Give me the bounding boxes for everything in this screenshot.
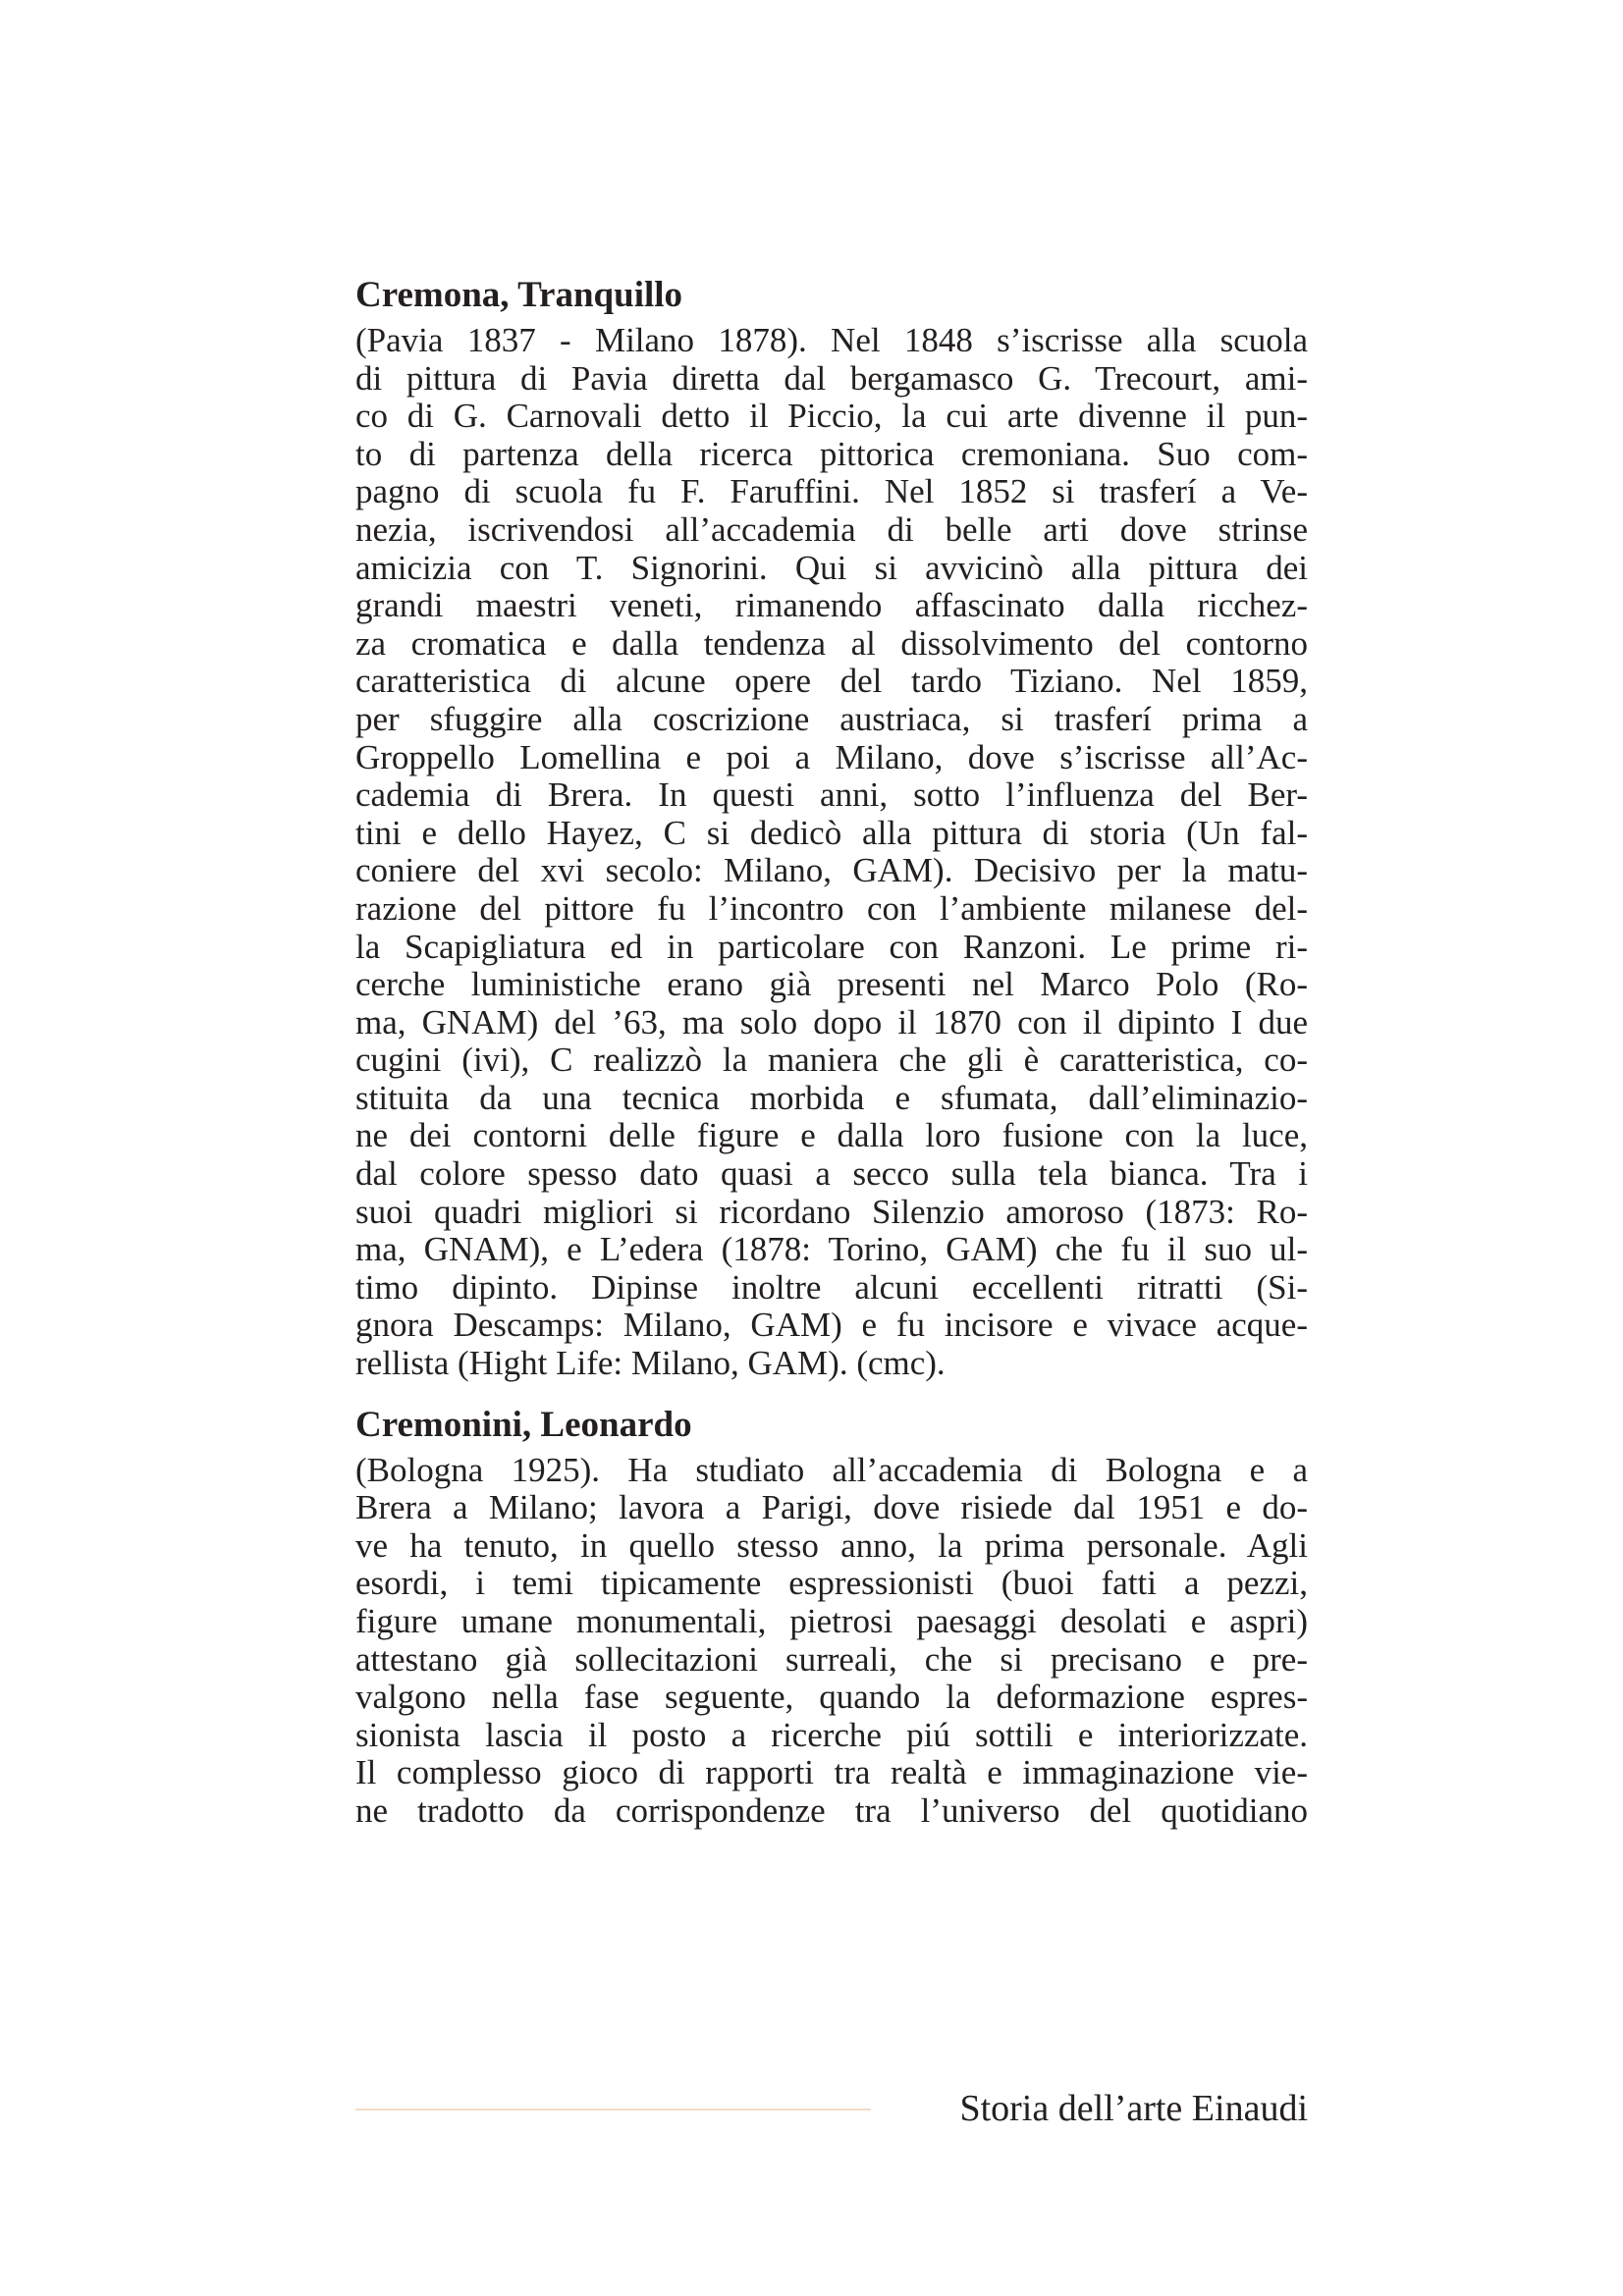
text-line: (Bologna 1925). Ha studiato all’accademia di Bologna e a	[355, 1450, 1308, 1489]
text-line: tini e dello Hayez, C si dedicò alla pittura di storia (Un fal-	[355, 813, 1308, 852]
text-line: (Pavia 1837 - Milano 1878). Nel 1848 s’iscrisse alla scuola	[355, 321, 1308, 359]
text-line: la Scapigliatura ed in particolare con Ranzoni. Le prime ri-	[355, 927, 1308, 966]
text-line: Il complesso gioco di rapporti tra realtà e immaginazione vie-	[355, 1753, 1308, 1792]
text-line: esordi, i temi tipicamente espressionisti (buoi fatti a pezzi,	[355, 1564, 1308, 1603]
entry-cremona-tranquillo	[355, 273, 1308, 1383]
text-line: rellista (Hight Life: Milano, GAM). (cmc).	[355, 1344, 946, 1383]
text-line: ne tradotto da corrispondenze tra l’universo del quotidiano	[355, 1790, 1308, 1830]
text-line: to di partenza della ricerca pittorica cremoniana. Suo com-	[355, 434, 1308, 473]
text-line: gnora Descamps: Milano, GAM) e fu incisore e vivace acque-	[355, 1306, 1308, 1345]
page-footer	[355, 2085, 1308, 2132]
entry-title: Cremonini, Leonardo	[355, 1404, 692, 1445]
text-line: Groppello Lomellina e poi a Milano, dove s’iscrisse all’Ac-	[355, 737, 1308, 776]
text-line: ve ha tenuto, in quello stesso anno, la prima personale. Agli	[355, 1525, 1308, 1565]
text-line: figure umane monumentali, pietrosi paesaggi desolati e aspri)	[355, 1602, 1308, 1640]
entry-body	[355, 322, 1308, 1383]
text-line: za cromatica e dalla tendenza al dissolvimento del contorno	[355, 623, 1308, 663]
text-line: pagno di scuola fu F. Faruffini. Nel 1852 si trasferí a Ve-	[355, 472, 1308, 511]
text-line: grandi maestri veneti, rimanendo affascinato dalla ricchez-	[355, 586, 1308, 625]
text-line: cademia di Brera. In questi anni, sotto l’influenza del Ber-	[355, 775, 1308, 815]
text-line: suoi quadri migliori si ricordano Silenzio amoroso (1873: Ro-	[355, 1192, 1308, 1231]
text-line: stituita da una tecnica morbida e sfumata, dall’eliminazio-	[355, 1078, 1308, 1117]
text-line: co di G. Carnovali detto il Piccio, la cui arte divenne il pun-	[355, 397, 1308, 436]
entry-body	[355, 1452, 1308, 1831]
text-line: ne dei contorni delle figure e dalla loro fusione con la luce,	[355, 1116, 1308, 1155]
entry-title: Cremona, Tranquillo	[355, 275, 683, 315]
footer-rule	[355, 2109, 871, 2110]
text-line: di pittura di Pavia diretta dal bergamasco G. Trecourt, ami-	[355, 358, 1308, 398]
text-line: dal colore spesso dato quasi a secco sulla tela bianca. Tra i	[355, 1154, 1308, 1194]
text-line: coniere del xvi secolo: Milano, GAM). Decisivo per la matu-	[355, 851, 1308, 890]
text-line: timo dipinto. Dipinse inoltre alcuni eccellenti ritratti (Si-	[355, 1267, 1308, 1307]
text-line: ma, GNAM) del ’63, ma solo dopo il 1870 con il dipinto I due	[355, 1002, 1308, 1041]
entry-cremonini-leonardo	[355, 1403, 1308, 1831]
text-line: attestano già sollecitazioni surreali, che si precisano e pre-	[355, 1639, 1308, 1679]
text-line: ma, GNAM), e L’edera (1878: Torino, GAM) che fu il suo ul-	[355, 1230, 1308, 1269]
text-line: cugini (ivi), C realizzò la maniera che gli è caratteristica, co-	[355, 1041, 1308, 1080]
text-line: per sfuggire alla coscrizione austriaca, si trasferí prima a	[355, 699, 1308, 738]
text-line: amicizia con T. Signorini. Qui si avvicinò alla pittura dei	[355, 548, 1308, 587]
text-line: valgono nella fase seguente, quando la deformazione espres-	[355, 1678, 1308, 1717]
footer-publisher-text: Storia dell’arte Einaudi	[959, 2088, 1308, 2129]
text-line: sionista lascia il posto a ricerche piú sottili e interiorizzate.	[355, 1715, 1308, 1754]
page-content	[355, 273, 1308, 1831]
text-line: cerche luministiche erano già presenti nel Marco Polo (Ro-	[355, 965, 1308, 1004]
text-line: nezia, iscrivendosi all’accademia di belle arti dove strinse	[355, 509, 1308, 549]
text-line: razione del pittore fu l’incontro con l’ambiente milanese del-	[355, 888, 1308, 928]
text-line: Brera a Milano; lavora a Parigi, dove risiede dal 1951 e do-	[355, 1488, 1308, 1527]
text-line: caratteristica di alcune opere del tardo Tiziano. Nel 1859,	[355, 662, 1308, 701]
